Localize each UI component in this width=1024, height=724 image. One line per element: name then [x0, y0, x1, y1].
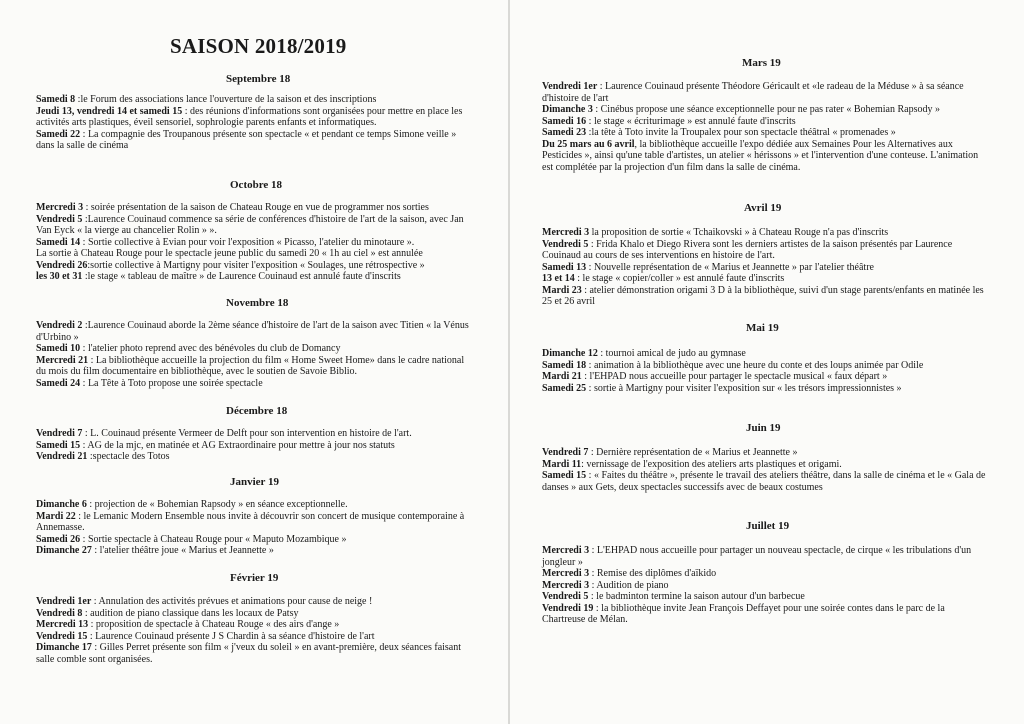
- event-description: La sortie à Chateau Rouge pour le spectacle jeune public du samedi 20 « 1h au ciel » est annulée: [36, 248, 423, 259]
- event-entry: [36, 451, 476, 463]
- month-heading-janvier: Janvier 19: [230, 476, 279, 488]
- event-date: Vendredi 2: [36, 320, 83, 331]
- event-date: les 30 et 31: [36, 271, 83, 282]
- event-entry: [542, 116, 988, 128]
- event-description: : Cinébus propose une séance exceptionnelle pour ne pas rater « Bohemian Rapsody »: [592, 104, 940, 115]
- month-heading-fevrier: Février 19: [230, 572, 279, 584]
- event-date: Vendredi 26: [36, 259, 88, 271]
- event-description: : le Lemanic Modern Ensemble nous invite à découvrir son concert de musique contemporaine à Annemasse.: [36, 510, 465, 533]
- event-description: : Sortie collective à Evian pour voir l'exposition « Picasso, l'atelier du minotaure ».: [80, 236, 415, 248]
- event-date: Samedi 22: [36, 128, 81, 140]
- event-date: Mercredi 13: [36, 619, 89, 630]
- event-description: : Annulation des activités prévues et animations pour cause de neige !: [91, 596, 373, 607]
- month-block-decembre: [36, 428, 476, 463]
- month-heading-novembre: Novembre 18: [226, 297, 289, 309]
- event-description: : l'atelier photo reprend avec des bénévoles du club de Domancy: [80, 343, 341, 354]
- event-entry: [542, 568, 988, 580]
- event-description: : l'atelier théâtre joue « Marius et Jeannette »: [91, 545, 274, 556]
- event-entry: [36, 511, 476, 534]
- event-description: : AG de la mjc, en matinée et AG Extraordinaire pour mettre à jour nos statuts: [80, 439, 395, 451]
- event-date: Mercredi 3: [542, 568, 590, 579]
- event-description: : L'EHPAD nous accueille pour partager un nouveau spectacle, de cirque « les tribulations d'un jongleur »: [542, 545, 972, 568]
- event-date: Samedi 24: [36, 377, 81, 389]
- event-date: Vendredi 15: [36, 630, 88, 642]
- event-description: la proposition de sortie « Tchaikovski » à Chateau Rouge n'a pas d'inscrits: [589, 227, 889, 238]
- event-date: Mercredi 3: [36, 202, 84, 213]
- event-entry: [542, 360, 988, 372]
- event-entry: [36, 440, 476, 452]
- left-page: [0, 0, 508, 724]
- month-block-janvier: [36, 499, 476, 557]
- event-entry: [36, 202, 476, 214]
- event-entry: [36, 631, 476, 643]
- event-date: 13 et 14: [542, 273, 575, 284]
- event-entry: [542, 591, 988, 603]
- event-date: Vendredi 7: [542, 447, 589, 458]
- month-heading-avril: Avril 19: [744, 202, 782, 214]
- event-date: Dimanche 27: [36, 545, 92, 556]
- month-heading-decembre: Décembre 18: [226, 405, 288, 417]
- event-date: Samedi 14: [36, 236, 81, 248]
- event-entry: [542, 285, 988, 308]
- event-entry: [542, 545, 988, 568]
- event-description: :Laurence Couinaud aborde la 2ème séance d'histoire de l'art de la saison avec Titien « la Vénus d'Urbino »: [36, 320, 469, 343]
- event-description: :spectacle des Totos: [87, 451, 170, 462]
- event-entry: [36, 608, 476, 620]
- event-entry: [36, 642, 476, 665]
- event-date: Samedi 23: [542, 127, 587, 138]
- event-entry: [542, 348, 988, 360]
- event-date: Vendredi 1er: [36, 596, 92, 607]
- event-entry: [36, 129, 476, 152]
- event-description: : Remise des diplômes d'aïkido: [589, 568, 717, 579]
- event-date: Mardi 22: [36, 510, 76, 522]
- event-entry: [542, 459, 988, 471]
- month-block-novembre: [36, 320, 476, 389]
- event-entry: [36, 94, 476, 106]
- event-entry: [36, 545, 476, 557]
- event-entry: [542, 262, 988, 274]
- event-description: : le stage « écriturimage » est annulé faute d'inscrits: [586, 115, 796, 127]
- event-description: : l'EHPAD nous accueille pour partager le spectacle musical « faux départ »: [581, 371, 888, 382]
- event-entry: [36, 237, 476, 249]
- event-entry: [542, 139, 988, 174]
- event-date: Mercredi 3: [542, 227, 590, 238]
- page-title: SAISON 2018/2019: [170, 34, 347, 58]
- event-description: :le stage « tableau de maître » de Laurence Couinaud est annulé faute d'inscrits: [82, 271, 401, 282]
- event-date: Samedi 8: [36, 94, 76, 105]
- event-description: :sortie collective à Martigny pour visiter l'exposition « Soulages, une rétrospective »: [87, 259, 425, 271]
- event-date: Mardi 11: [542, 458, 582, 470]
- event-entry: [36, 619, 476, 631]
- event-date: Mercredi 21: [36, 354, 89, 366]
- event-entry: [36, 378, 476, 390]
- event-description: : sortie à Martigny pour visiter l'exposition sur « les trésors impressionnistes »: [586, 382, 902, 394]
- event-description: : audition de piano classique dans les locaux de Patsy: [82, 607, 299, 619]
- event-description: :le Forum des associations lance l'ouverture de la saison et des inscriptions: [75, 94, 377, 105]
- event-date: Dimanche 6: [36, 499, 87, 510]
- event-date: Vendredi 19: [542, 602, 594, 614]
- event-date: Mardi 23: [542, 284, 582, 296]
- event-date: Samedi 18: [542, 359, 587, 371]
- event-description: : des réunions d'informations sont organisées pour mettre en place les activités arts plastiques, éveil sensoriel, sophrologie parents enfants et informatiques.: [36, 105, 463, 128]
- event-date: Samedi 15: [36, 439, 81, 451]
- event-description: : « Faites du théâtre », présente le travail des ateliers théâtre, dans la salle de cinéma et le « Gala de danses » aux Gets, deux spectacles successifs avec de beaux costumes: [542, 470, 986, 493]
- event-entry: [542, 127, 988, 139]
- month-block-avril: [542, 227, 988, 308]
- event-date: Dimanche 12: [542, 348, 598, 359]
- event-date: Samedi 25: [542, 382, 587, 394]
- event-description: : Dernière représentation de « Marius et Jeannette »: [588, 447, 798, 458]
- event-date: Jeudi 13, vendredi 14 et samedi 15: [36, 105, 183, 117]
- event-date: Vendredi 5: [542, 238, 589, 250]
- event-entry: [36, 596, 476, 608]
- event-entry: [542, 383, 988, 395]
- event-date: Vendredi 5: [542, 591, 589, 602]
- month-block-mars: [542, 81, 988, 173]
- event-description: : Laurence Couinaud présente Théodore Géricault et «le radeau de la Méduse » à sa séance d'histoire de l'art: [542, 81, 964, 104]
- event-entry: [542, 81, 988, 104]
- event-entry: [36, 271, 476, 283]
- event-description: : Sortie spectacle à Chateau Rouge pour « Maputo Mozambique »: [80, 533, 347, 545]
- month-heading-septembre: Septembre 18: [226, 73, 291, 85]
- event-date: Samedi 10: [36, 343, 81, 354]
- event-description: : Laurence Couinaud présente J S Chardin à sa séance d'histoire de l'art: [87, 630, 375, 642]
- event-description: : Nouvelle représentation de « Marius et Jeannette » par l'atelier théâtre: [586, 261, 874, 273]
- event-date: Vendredi 7: [36, 428, 83, 439]
- event-entry: [36, 248, 476, 260]
- event-description: : le stage « copier/coller » est annulé faute d'inscrits: [574, 273, 785, 284]
- event-date: Vendredi 5: [36, 213, 83, 225]
- event-date: Mercredi 3: [542, 579, 590, 591]
- event-description: : La compagnie des Troupanous présente son spectacle « et pendant ce temps Simone veille » dans la salle de cinéma: [36, 128, 457, 151]
- event-entry: [542, 273, 988, 285]
- event-description: , la bibliothèque accueille l'expo dédiée aux Semaines Pour les Alternatives aux Pesticides », ainsi qu'une table d'artistes, un atelier « hérissons » et l'intervention d'une conteuse. L'animation est complétée par la projection d'un film dans la salle de cinéma.: [542, 138, 979, 173]
- event-date: Dimanche 3: [542, 104, 593, 115]
- event-entry: [542, 447, 988, 459]
- event-description: : La bibliothèque accueille la projection du film « Home Sweet Home» dans le cadre national du mois du film documentaire en bibliothèque, avec le soutien de Savoie Biblio.: [36, 354, 465, 377]
- event-description: : Audition de piano: [589, 579, 669, 591]
- event-entry: [36, 499, 476, 511]
- event-entry: [542, 371, 988, 383]
- event-date: Samedi 13: [542, 261, 587, 273]
- event-description: : le badminton termine la saison autour d'un barbecue: [588, 591, 805, 602]
- event-date: Samedi 16: [542, 115, 587, 127]
- event-description: : La Tête à Toto propose une soirée spectacle: [80, 377, 263, 389]
- event-entry: [36, 534, 476, 546]
- event-date: Mardi 21: [542, 371, 582, 382]
- month-block-juin: [542, 447, 988, 493]
- month-heading-mai: Mai 19: [746, 322, 779, 334]
- event-description: : Gilles Perret présente son film « j'veux du soleil » en avant-première, deux séances faisant salle comble sont organisées.: [36, 642, 462, 665]
- event-date: Du 25 mars au 6 avril: [542, 138, 635, 150]
- month-block-fevrier: [36, 596, 476, 665]
- month-block-juillet: [542, 545, 988, 626]
- event-entry: [542, 580, 988, 592]
- event-description: : vernissage de l'exposition des ateliers arts plastiques et origami.: [581, 458, 842, 470]
- event-description: : proposition de spectacle à Chateau Rouge « des airs d'ange »: [88, 619, 340, 630]
- month-block-septembre: [36, 94, 476, 152]
- month-heading-juillet: Juillet 19: [746, 520, 790, 532]
- event-date: Vendredi 21: [36, 451, 88, 462]
- month-heading-juin: Juin 19: [746, 422, 781, 434]
- event-entry: [36, 343, 476, 355]
- right-page: [510, 0, 1024, 724]
- event-entry: [36, 106, 476, 129]
- event-entry: [36, 260, 476, 272]
- event-entry: [36, 214, 476, 237]
- event-description: :Laurence Couinaud commence sa série de conférences d'histoire de l'art de la saison, avec Jan Van Eyck « la vierge au chancelier Rolin » ».: [36, 213, 464, 236]
- event-description: : atelier démonstration origami 3 D à la bibliothèque, suivi d'un stage parents/enfants en matinée les 25 et 26 avril: [542, 284, 984, 307]
- event-description: : L. Couinaud présente Vermeer de Delft pour son intervention en histoire de l'art.: [82, 428, 412, 439]
- month-block-mai: [542, 348, 988, 394]
- event-date: Vendredi 8: [36, 607, 83, 619]
- month-heading-octobre: Octobre 18: [230, 179, 283, 191]
- event-date: Samedi 26: [36, 533, 81, 545]
- event-entry: [542, 239, 988, 262]
- month-block-octobre: [36, 202, 476, 283]
- event-description: : tournoi amical de judo au gymnase: [597, 348, 746, 359]
- event-date: Mercredi 3: [542, 545, 590, 556]
- event-date: Samedi 15: [542, 470, 587, 481]
- event-description: :la tête à Toto invite la Troupalex pour son spectacle théâtral « promenades »: [586, 127, 896, 138]
- event-description: : la bibliothèque invite Jean François Deffayet pour une soirée contes dans le parc de la Chartreuse de Mélan.: [542, 602, 945, 625]
- event-description: : animation à la bibliothèque avec une heure du conte et des loups animée par Odile: [586, 359, 924, 371]
- event-entry: [36, 355, 476, 378]
- event-date: Dimanche 17: [36, 642, 92, 653]
- event-description: : Frida Khalo et Diego Rivera sont les derniers artistes de la saison présentés par Laurence Couinaud au cours de ses interventions en histoire de l'art.: [542, 238, 953, 261]
- event-entry: [542, 470, 988, 493]
- month-heading-mars: Mars 19: [742, 57, 781, 69]
- event-description: : projection de « Bohemian Rapsody » en séance exceptionnelle.: [86, 499, 348, 510]
- event-description: : soirée présentation de la saison de Chateau Rouge en vue de programmer nos sorties: [83, 202, 429, 213]
- event-entry: [542, 227, 988, 239]
- event-entry: [36, 428, 476, 440]
- event-entry: [36, 320, 476, 343]
- event-entry: [542, 104, 988, 116]
- event-date: Vendredi 1er: [542, 81, 598, 92]
- event-entry: [542, 603, 988, 626]
